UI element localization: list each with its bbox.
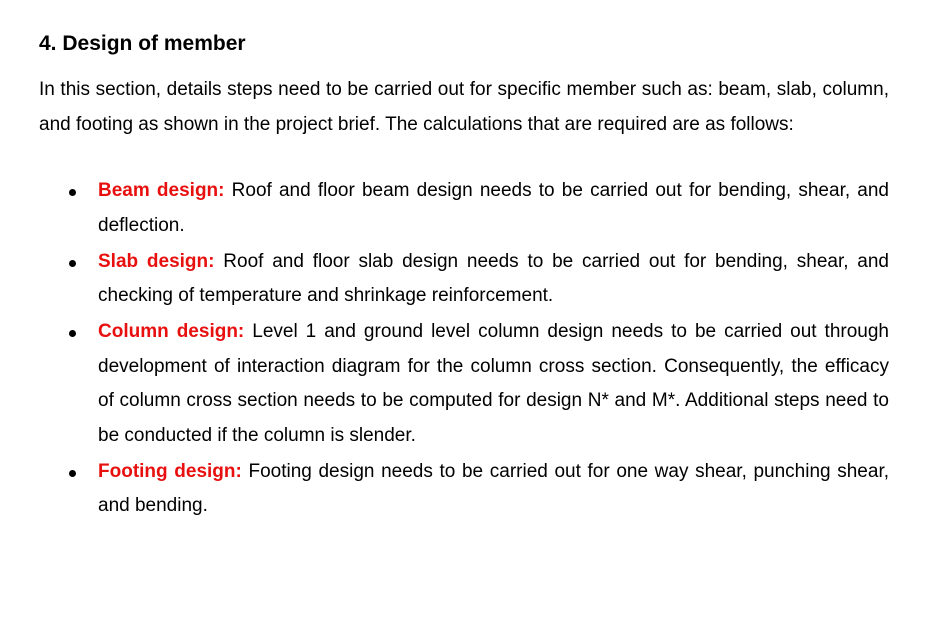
item-term: Beam design: [98,180,225,201]
document-page [39,28,889,525]
list-item-beam-design [39,174,889,243]
intro-paragraph: In this section, details steps need to be carried out for specific member such as: beam, slab, column, and footing as shown in the project brief. The calculations that are required are as follows: [39,79,889,135]
item-term: Slab design: [98,250,215,272]
bullet-icon [69,330,76,337]
item-term: Column design: [98,321,245,342]
item-text: Level 1 and ground level column design needs to be carried out through development of interaction diagram for the column cross section. Consequently, the efficacy of column cross section needs to be computed for design N* and M*. Additional steps need to be conducted if the column is slender. [98,321,889,446]
bullet-icon [69,189,76,196]
item-term: Footing design: [98,460,242,482]
list-item-slab-design [39,245,889,314]
item-text: Roof and floor beam design needs to be carried out for bending, shear, and deflection. [98,180,889,236]
section-heading: 4. Design of member [39,32,246,55]
list-item-column-design [39,315,889,453]
list-item-footing-design [39,455,889,524]
bullet-icon [69,470,76,477]
item-text: Roof and floor slab design needs to be carried out for bending, shear, and checking of temperature and shrinkage reinforcement. [98,250,890,306]
item-text: Footing design needs to be carried out for one way shear, punching shear, and bending. [98,460,889,516]
requirements-list [39,174,889,524]
bullet-icon [69,260,76,267]
